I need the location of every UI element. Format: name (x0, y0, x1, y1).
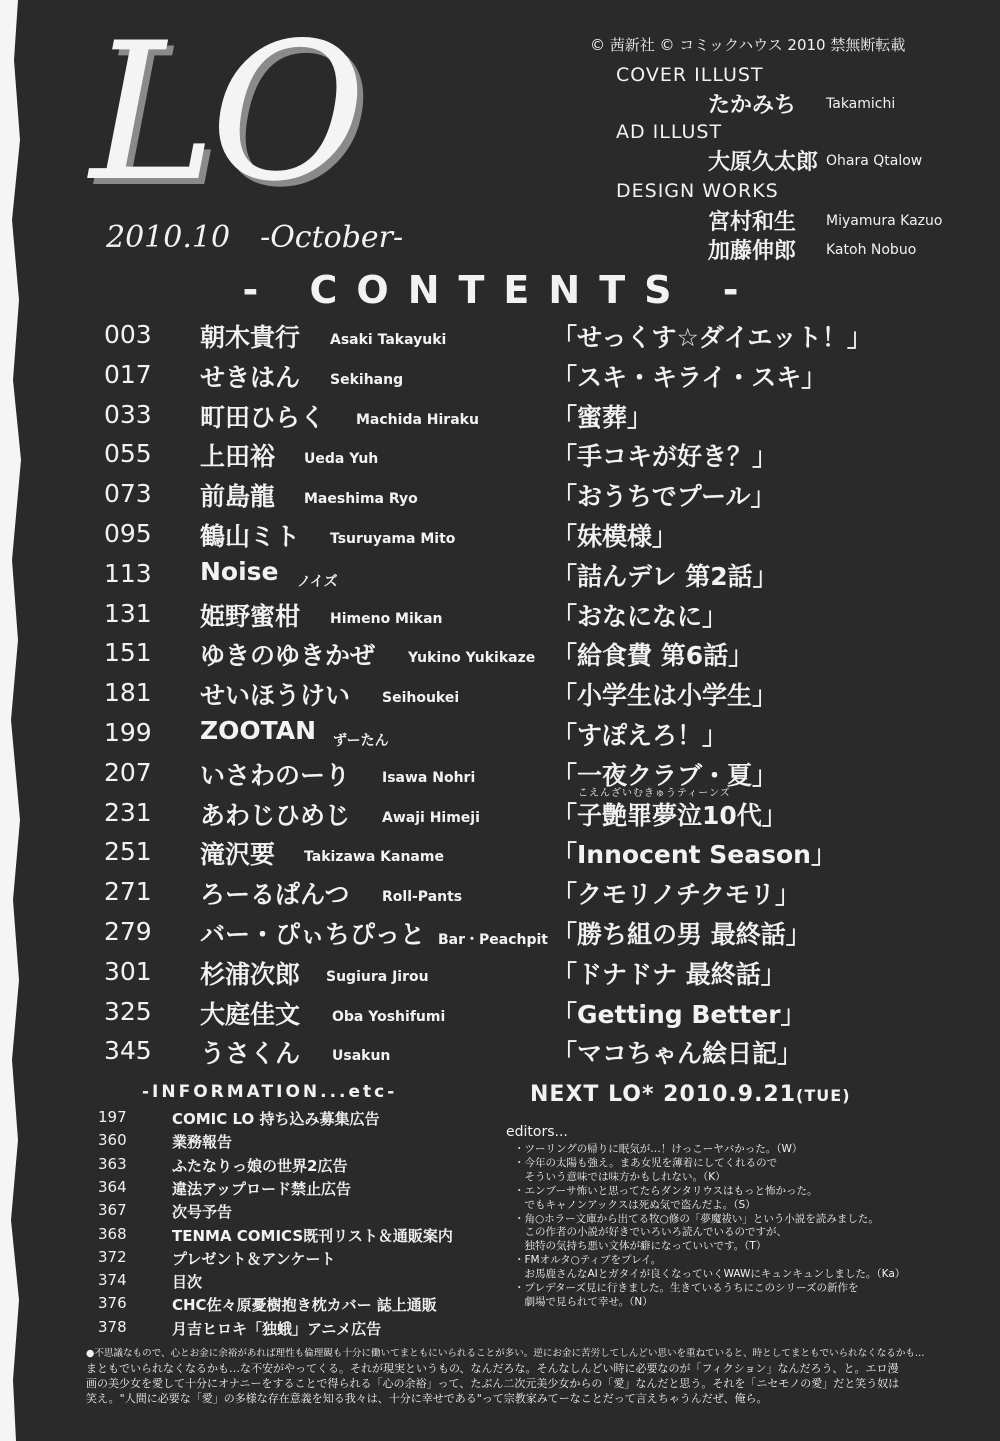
toc-story-title: 「せっくす☆ダイエット！」 (552, 323, 872, 352)
toc-row (0, 517, 1000, 557)
credit-name-design-1: 宮村和生 (708, 210, 797, 235)
toc-story-title: 「子艶罪夢泣10代」 (552, 800, 787, 830)
toc-author-roman: Himeno Mikan (330, 610, 443, 627)
toc-author-roman: Sugiura Jirou (326, 968, 429, 985)
toc-row (0, 955, 1000, 995)
toc-row (0, 756, 1000, 796)
copyright-line: © 茜新社 © コミックハウス 2010 禁無断転載 (590, 36, 906, 54)
editor-note-line: 独特の気持ち悪い文体が癖になっていいです。（T） (514, 1240, 767, 1253)
information-text: プレゼント＆アンケート (172, 1249, 336, 1268)
toc-story-title: 「手コキが好き？」 (552, 442, 778, 472)
toc-author: いさわのーり (200, 760, 351, 790)
information-row (0, 1131, 500, 1155)
toc-row (0, 597, 1000, 637)
toc-page-number: 251 (104, 837, 152, 867)
footer-line: 笑え。"人間に必要な「愛」の多様な存在意義を知る我々は、十分に幸せである"って宗教家みてーなことだって言えちゃうんだぜ、俺ら。 (86, 1392, 768, 1405)
information-row (0, 1108, 500, 1132)
editor-note-line: ・FMオルタ○ティブをプレイ。 (514, 1254, 662, 1267)
toc-author-roman: Awaji Himeji (382, 809, 480, 826)
editor-note-line: ・ツーリングの帰りに眠気が…！けっこーヤバかった。（W） (514, 1143, 803, 1155)
toc-author-roman: Asaki Takayuki (330, 332, 447, 348)
toc-row (0, 358, 1000, 398)
toc-author: 鶴山ミト (200, 522, 301, 551)
information-page: 367 (98, 1201, 127, 1220)
toc-story-title: 「クモリノチクモリ」 (552, 880, 801, 910)
information-row (0, 1155, 500, 1179)
toc-author-roman: Ueda Yuh (304, 451, 379, 468)
credit-name-ad: 大原久太郎 (708, 150, 819, 175)
toc-page-number: 181 (104, 678, 152, 708)
editors-heading: editors... (506, 1124, 568, 1140)
toc-row (0, 398, 1000, 438)
information-text: 月吉ヒロキ「独蛾」アニメ広告 (172, 1319, 382, 1338)
toc-page-number: 279 (104, 917, 152, 946)
toc-author: うさくん (200, 1039, 301, 1069)
toc-story-title: 「Innocent Season」 (552, 840, 836, 870)
toc-author-roman: Bar・Peachpit (438, 932, 549, 948)
toc-page-number: 003 (104, 320, 152, 349)
toc-story-title: 「すぽえろ！」 (552, 721, 728, 750)
editor-note-line: ・エンブーサ怖いと思ってたらダンタリウスはもっと怖かった。 (514, 1184, 818, 1197)
information-page: 374 (98, 1271, 127, 1290)
information-page: 368 (98, 1224, 127, 1243)
toc-author-roman: Yukino Yukikaze (408, 650, 536, 667)
toc-author: 前島龍 (200, 482, 276, 512)
toc-page-number: 033 (104, 399, 152, 429)
information-row (0, 1201, 500, 1225)
credit-roman-design-2: Katoh Nobuo (826, 242, 917, 258)
toc-page-number: 231 (104, 797, 152, 827)
information-text: CHC佐々原憂樹抱き枕カバー 誌上通販 (172, 1296, 437, 1315)
toc-page-number: 017 (104, 359, 152, 389)
toc-row (0, 915, 1000, 955)
toc-author: 杉浦次郎 (200, 959, 301, 989)
footer-line: まともでいられなくなるかも…な不安がやってくる。それが現実というもの、なんだろな。そんなしんどい時に必要なのが「フィクション」なんだろう、と。エロ漫 (86, 1362, 899, 1375)
toc-story-ruby: こえんざいむきゅうティーンズ (578, 787, 731, 799)
next-issue (530, 1082, 851, 1107)
toc-row (0, 875, 1000, 915)
information-row (0, 1271, 500, 1295)
toc-author-roman: Sekihang (330, 371, 404, 388)
toc-author: せきはん (200, 362, 301, 392)
toc-story-title: 「給食費 第6話」 (552, 641, 754, 671)
credit-name-cover: たかみち (708, 93, 797, 118)
editor-note-line: そういう意味では味方かもしれない。（K） (514, 1170, 726, 1183)
editor-note-line: ・今年の太陽も強え。まあ女児を薄着にしてくれるので (514, 1156, 778, 1169)
toc-author: 町田ひらく (200, 402, 326, 432)
toc-author: 姫野蜜柑 (200, 601, 301, 631)
information-text: COMIC LO 持ち込み募集広告 (172, 1110, 380, 1128)
information-page: 197 (98, 1108, 127, 1126)
toc-story-title: 「おうちでプール」 (552, 482, 776, 512)
toc-page-number: 199 (104, 718, 152, 747)
information-text: TENMA COMICS既刊リスト＆通販案内 (172, 1226, 453, 1245)
toc-story-title: 「おなになに」 (552, 601, 728, 631)
toc-author-roman: Roll-Pants (382, 889, 463, 906)
information-title: -INFORMATION...etc- (142, 1082, 398, 1102)
toc-row (0, 716, 1000, 756)
information-row (0, 1248, 500, 1272)
toc-author: ろーるぱんつ (200, 880, 350, 910)
toc-author-roman: Oba Yoshifumi (332, 1008, 446, 1025)
toc-story-title: 「蜜葬」 (552, 402, 653, 432)
toc-row (0, 437, 1000, 477)
editor-note-line: この作者の小説が好きでいろいろ読んでいるのですが、 (514, 1226, 787, 1239)
next-issue-label: NEXT LO* 2010.9.21 (530, 1082, 797, 1107)
credit-name-design-2: 加藤伸郎 (708, 239, 797, 264)
toc-page-number: 151 (104, 638, 152, 668)
information-page: 372 (98, 1247, 127, 1266)
toc-author-roman: Machida Hiraku (356, 411, 479, 428)
editor-note-line: 劇場で見られて幸せ。（N） (514, 1295, 653, 1308)
toc-page-number: 345 (104, 1036, 152, 1066)
issue-date-text: 2010.10 (106, 220, 231, 255)
issue-month: -October- (260, 220, 404, 255)
editor-note-line: ・プレデターズ見に行きました。生きているうちにこのシリーズの新作を (514, 1282, 859, 1294)
editor-note-line: ・角○ホラー文庫から出てる牧○修の「夢魔祓い」という小説を読みました。 (514, 1212, 879, 1225)
information-row (0, 1318, 500, 1342)
toc-story-title: 「妹模様」 (552, 522, 678, 551)
toc-story-title: 「小学生は小学生」 (552, 681, 778, 711)
toc-author: あわじひめじ (200, 800, 351, 830)
toc-author: せいほうけい (200, 681, 351, 711)
toc-row (0, 835, 1000, 875)
toc-story-title: 「一夜クラブ・夏」 (552, 760, 778, 790)
information-text: 業務報告 (172, 1133, 233, 1152)
toc-story-title: 「Getting Better」 (552, 999, 806, 1029)
toc-row (0, 477, 1000, 517)
toc-author-roman: Usakun (332, 1048, 391, 1065)
toc-page-number: 113 (104, 558, 152, 588)
information-page: 378 (98, 1317, 127, 1336)
toc-author: 朝木貴行 (200, 323, 301, 352)
toc-author-roman: Takizawa Kaname (304, 849, 444, 866)
toc-story-title: 「マコちゃん絵日記」 (552, 1039, 803, 1069)
toc-row (0, 787, 1000, 836)
toc-author-roman: Maeshima Ryo (304, 491, 418, 508)
toc-author-roman: Isawa Nohri (382, 769, 476, 786)
information-text: 目次 (172, 1273, 203, 1292)
credit-role-cover: COVER ILLUST (616, 64, 764, 86)
toc-row (0, 636, 1000, 676)
toc-author-roman: ずーたん (333, 733, 389, 749)
information-page: 364 (98, 1177, 127, 1196)
toc-row (0, 318, 1000, 358)
credit-roman-design-1: Miyamura Kazuo (826, 213, 943, 229)
footer-line: ●不思議なもので、心とお金に余裕があれば理性も倫理観も十分に働いてまともにいられることが多い。逆にお金に苦労してしんどい思いを重ねていると、時としてまともでいられなくなるかも… (86, 1348, 925, 1359)
footer-line: 画の美少女を愛して十分にオナニーをすることで得られる「心の余裕」って、たぶん二次元美少女からの「愛」なんだと思う。それを「ニセモノの愛」だと笑う奴は (86, 1377, 900, 1390)
toc-page-number: 131 (104, 598, 152, 628)
toc-row (0, 1034, 1000, 1074)
footer-essay (86, 1346, 926, 1406)
contents-title: - CONTENTS - (242, 268, 758, 312)
information-row (0, 1225, 500, 1249)
credit-role-design: DESIGN WORKS (616, 180, 779, 202)
toc-page-number: 207 (104, 757, 152, 787)
toc-author-roman: Tsuruyama Mito (330, 531, 456, 547)
credit-roman-cover: Takamichi (826, 96, 896, 112)
information-text: ふたなりっ娘の世界2広告 (172, 1156, 348, 1175)
next-issue-day: (TUE) (796, 1086, 851, 1105)
toc-author: ゆきのゆきかぜ (200, 641, 376, 671)
credit-role-ad: AD ILLUST (616, 121, 723, 143)
toc-author: 大庭佳文 (200, 999, 301, 1029)
toc-page-number: 325 (104, 996, 152, 1026)
information-row (0, 1178, 500, 1202)
toc-story-title: 「ドナドナ 最終話」 (552, 959, 786, 989)
editor-note-line: でもキャノンアックスは死ぬ気で盗んだよ。（S） (514, 1198, 756, 1211)
toc-author: Noise (200, 556, 279, 586)
editor-note-line: お馬鹿さんなAIとガタイが良くなっていくWAWにキュンキュンしました。（Ka） (514, 1268, 906, 1281)
information-text: 次号予告 (172, 1203, 233, 1222)
credit-roman-ad: Ohara Qtalow (826, 153, 923, 169)
toc-author-roman: Seihoukei (382, 690, 460, 707)
toc-author: ZOOTAN (200, 716, 317, 745)
lo-logo (40, 2, 460, 223)
toc-author: 滝沢要 (200, 840, 276, 870)
logo-text: LO (90, 2, 360, 223)
toc-page-number: 095 (104, 519, 152, 548)
toc-row (0, 995, 1000, 1035)
toc-author: バー・ぴぃちぴっと (200, 920, 426, 949)
information-row (0, 1294, 500, 1318)
toc-story-title: 「スキ・キライ・スキ」 (552, 362, 827, 392)
toc-row (0, 676, 1000, 716)
information-page: 376 (98, 1294, 127, 1313)
toc-page-number: 073 (104, 479, 152, 509)
toc-story-title: 「勝ち組の男 最終話」 (552, 920, 811, 949)
toc-story-title: 「詰んデレ 第2話」 (552, 561, 778, 591)
toc-page-number: 301 (104, 956, 152, 986)
toc-author: 上田裕 (200, 442, 276, 472)
toc-row (0, 557, 1000, 597)
toc-author-roman: ノイズ (297, 573, 338, 590)
information-page: 363 (98, 1154, 127, 1173)
issue-date (106, 220, 403, 255)
toc-page-number: 271 (104, 877, 152, 907)
information-text: 違法アップロード禁止広告 (172, 1179, 351, 1198)
toc-page-number: 055 (104, 439, 152, 469)
information-page: 360 (98, 1131, 127, 1150)
